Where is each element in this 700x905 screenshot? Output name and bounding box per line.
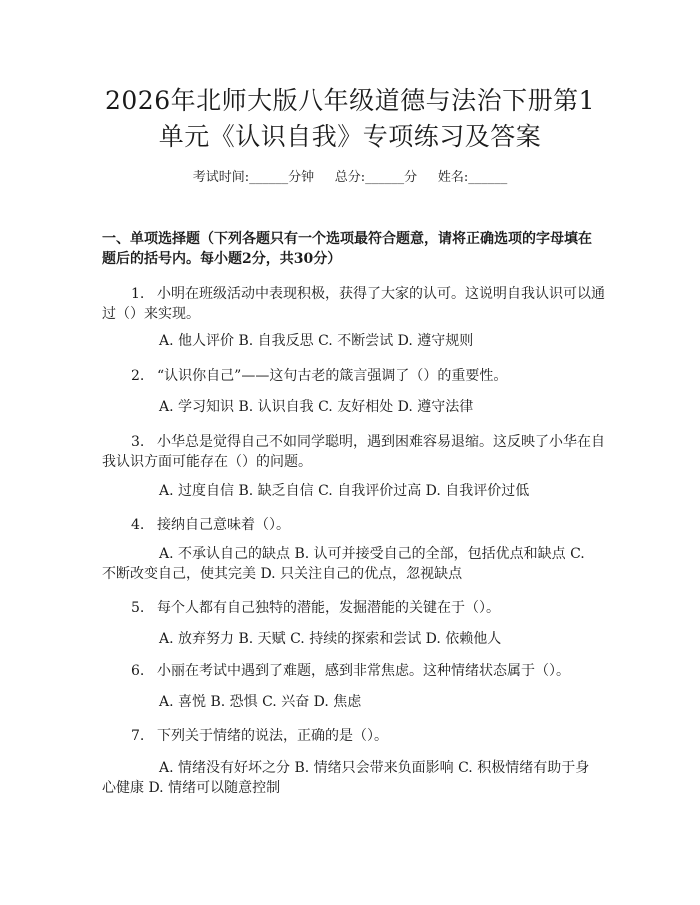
question-text: 小明在班级活动中表现积极，获得了大家的认可。这说明自我认识可以通 [157,286,605,302]
question-4 [131,515,290,535]
question-7-options-line-2: 心健康 D. 情绪可以随意控制 [102,780,281,796]
question-text: 下列关于情绪的说法，正确的是（）。 [157,728,388,744]
section-heading-line-2: 题后的括号内。每小题2分，共30分） [102,251,342,267]
question-text: “认识你自己”——这句古老的箴言强调了（）的重要性。 [157,368,508,384]
question-number: 4. [131,517,145,533]
question-number: 6. [131,663,145,679]
question-4-options-line-2: 不断改变自己，使其完美 D. 只关注自己的优点，忽视缺点 [102,566,463,582]
question-2 [131,366,507,386]
document-title-line-1: 2026年北师大版八年级道德与法治下册第1 [104,86,596,115]
question-number: 3. [131,434,145,450]
question-number: 2. [131,368,145,384]
question-1-text-line-2: 过（）来实现。 [102,306,200,322]
question-text: 小华总是觉得自己不如同学聪明，遇到困难容易退缩。这反映了小华在自 [157,434,605,450]
question-5 [131,598,500,618]
question-7-options-line-1: A. 情绪没有好坏之分 B. 情绪只会带来负面影响 C. 积极情绪有助于身 [159,760,590,776]
question-3-options: A. 过度自信 B. 缺乏自信 C. 自我评价过高 D. 自我评价过低 [159,483,530,499]
question-1-options: A. 他人评价 B. 自我反思 C. 不断尝试 D. 遵守规则 [159,333,474,349]
question-1 [131,284,605,304]
question-7 [131,726,388,746]
document-title-line-2: 单元《认识自我》专项练习及答案 [158,122,542,151]
section-heading-line-1: 一、单项选择题（下列各题只有一个选项最符合题意，请将正确选项的字母填在 [102,231,592,247]
question-number: 1. [131,286,145,302]
question-number: 7. [131,728,145,744]
question-3-text-line-2: 我认识方面可能存在（）的问题。 [102,454,312,470]
exam-info: 考试时间:______分钟 总分:______分 姓名:______ [192,170,508,185]
question-5-options: A. 放弃努力 B. 天赋 C. 持续的探索和尝试 D. 依赖他人 [159,631,502,647]
question-4-options-line-1: A. 不承认自己的缺点 B. 认可并接受自己的全部，包括优点和缺点 C. [159,546,585,562]
question-6 [131,661,570,681]
question-text: 接纳自己意味着（）。 [157,517,290,533]
question-6-options: A. 喜悦 B. 恐惧 C. 兴奋 D. 焦虑 [159,694,362,710]
question-2-options: A. 学习知识 B. 认识自我 C. 友好相处 D. 遵守法律 [159,399,474,415]
question-number: 5. [131,600,145,616]
question-3 [131,432,605,452]
question-text: 小丽在考试中遇到了难题，感到非常焦虑。这种情绪状态属于（）。 [157,663,570,679]
question-text: 每个人都有自己独特的潜能，发掘潜能的关键在于（）。 [157,600,500,616]
